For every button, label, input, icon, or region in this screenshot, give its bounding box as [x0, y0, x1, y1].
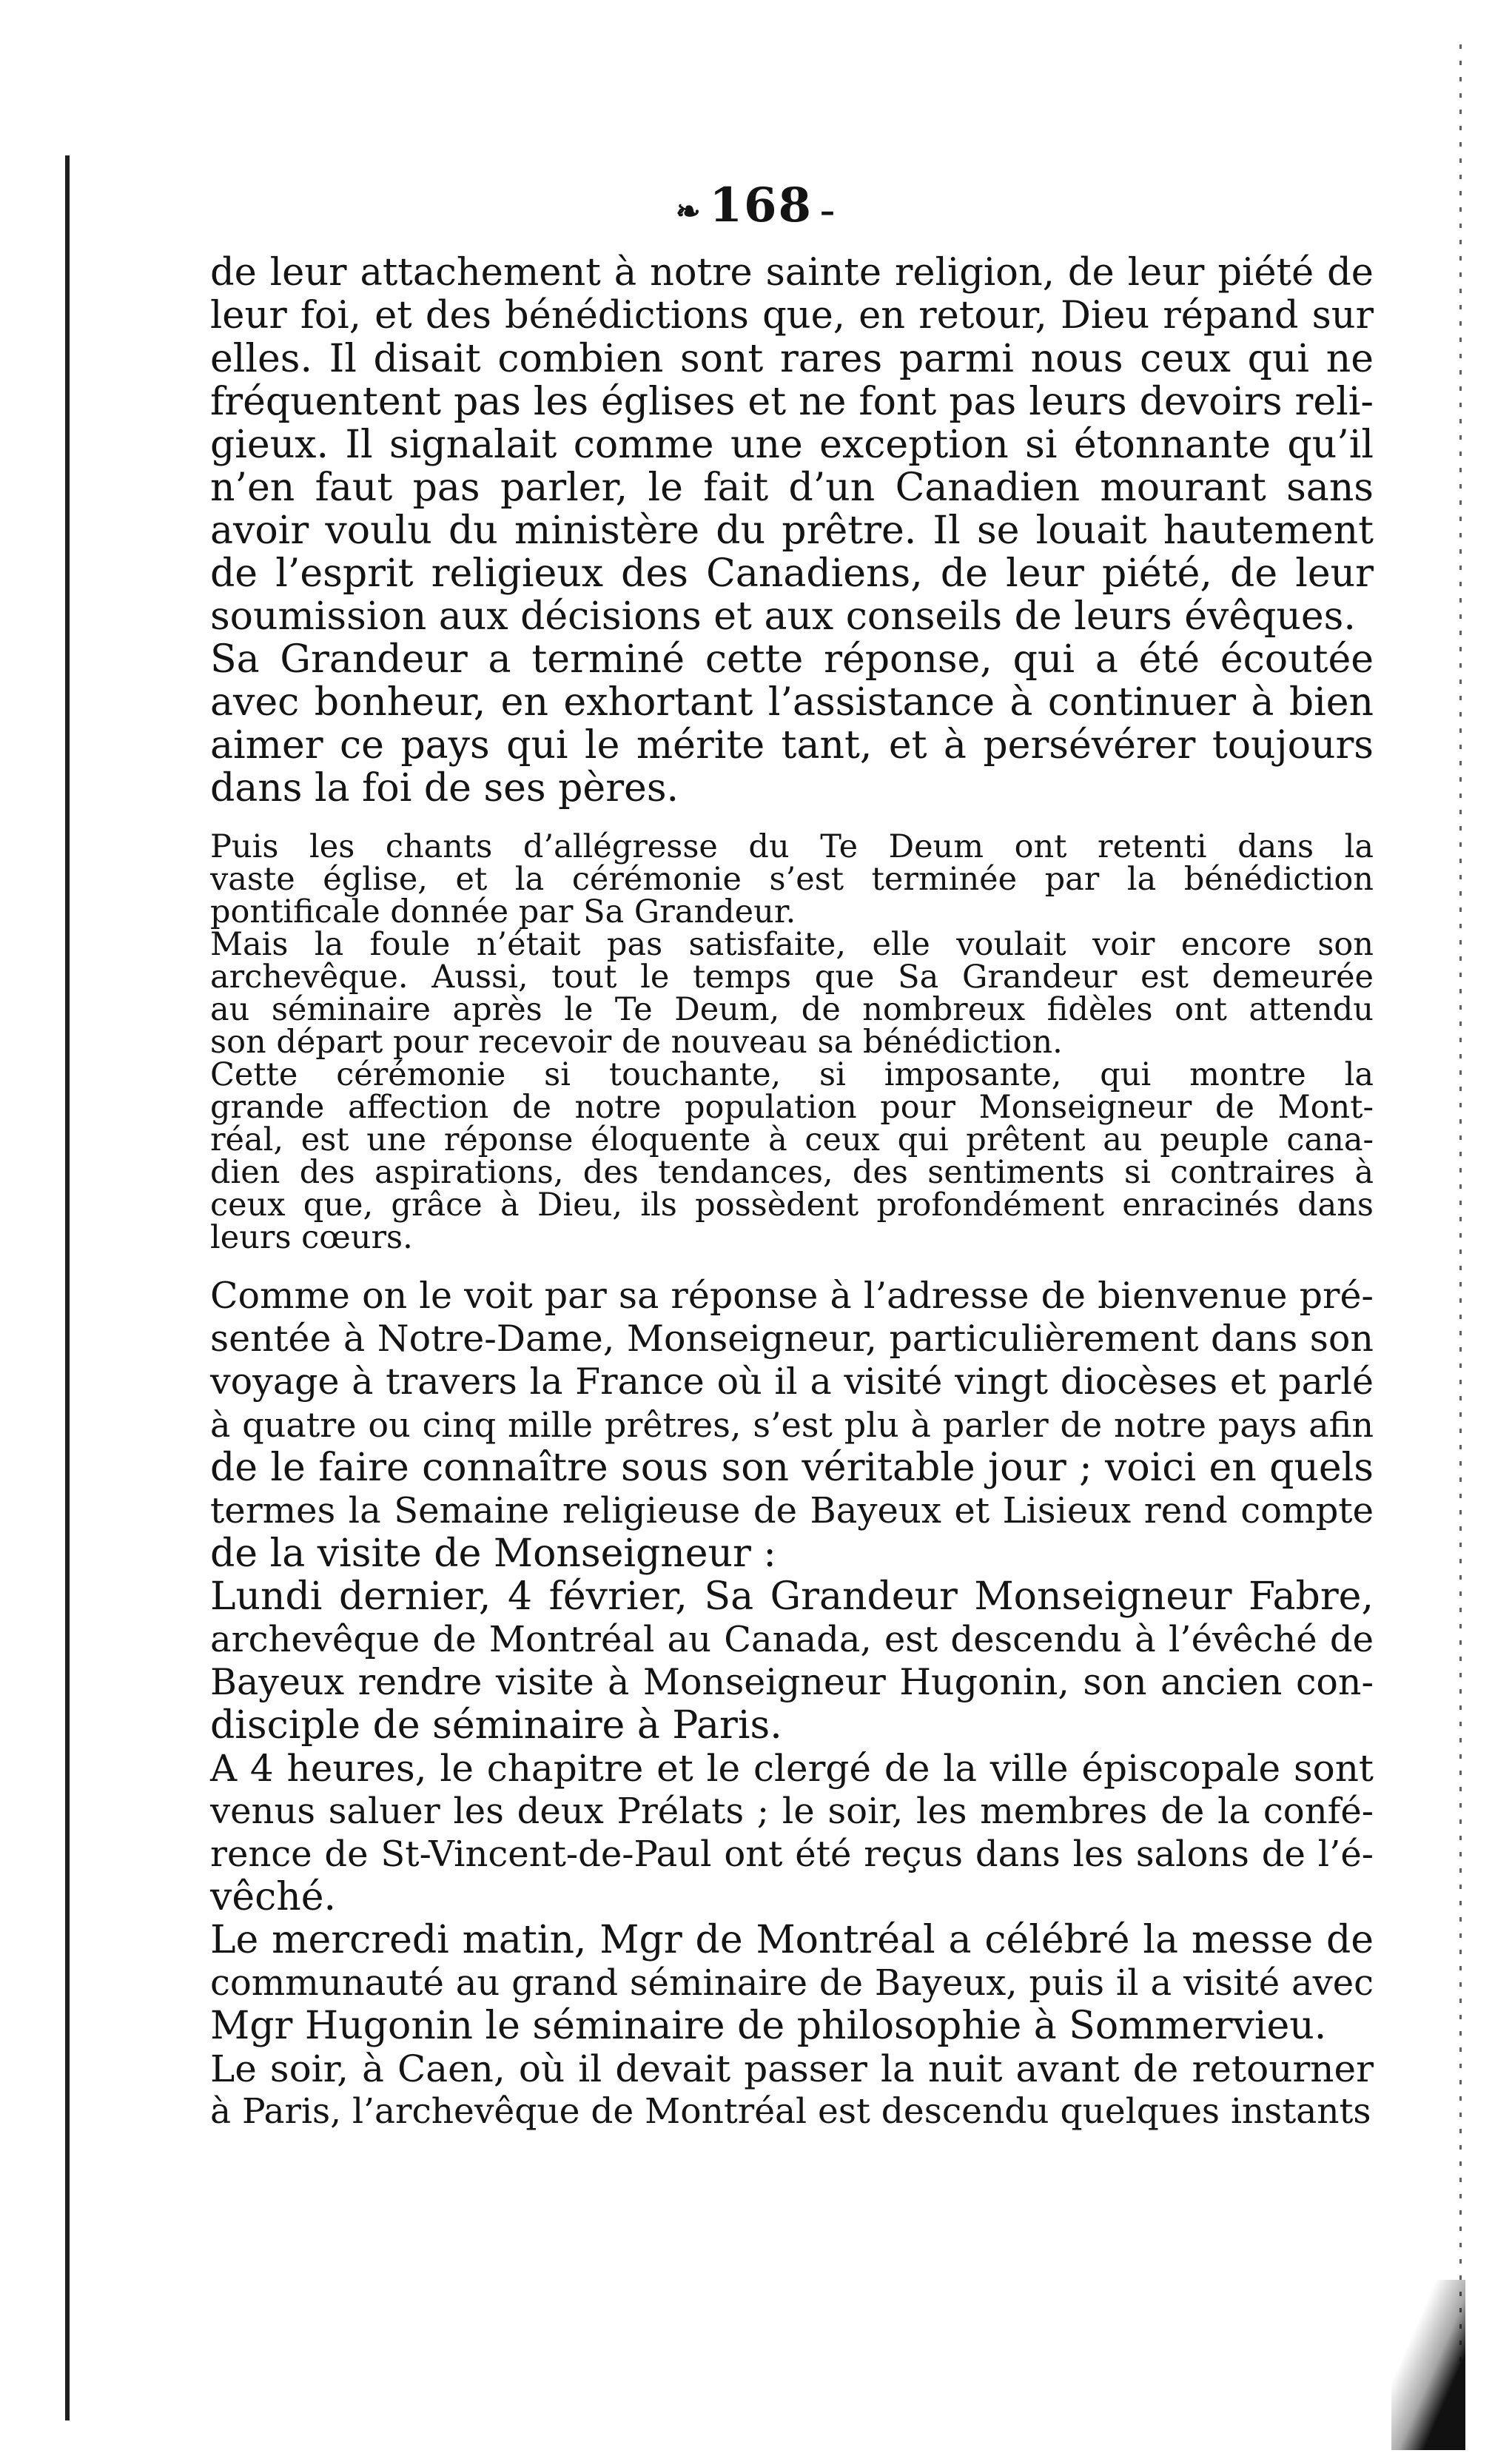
- page-number: [0, 178, 1512, 233]
- text-line: de la visite de Monseigneur :: [210, 1531, 776, 1576]
- text-line: leur foi, et des bénédictions que, en retour, Dieu répand sur: [210, 294, 1374, 338]
- text-line: rence de St-Vincent-de-Paul ont été reçus dans les salons de l’é-: [210, 1833, 1374, 1875]
- text-line: elles. Il disait combien sont rares parmi nous ceux qui ne: [210, 337, 1374, 381]
- text-line: Cette cérémonie si touchante, si imposante, qui montre la: [210, 1056, 1374, 1093]
- paragraph: [210, 2047, 1374, 2133]
- paragraph-gap: [210, 810, 1374, 831]
- text-line: vaste église, et la cérémonie s’est terminée par la bénédiction: [210, 861, 1374, 898]
- text-line: de le faire connaître sous son véritable jour ; voici en quels: [210, 1446, 1374, 1490]
- ornament-left-icon: ❧: [675, 194, 702, 229]
- body-text: [210, 252, 1374, 2133]
- text-line: de l’esprit religieux des Canadiens, de leur piété, de leur: [210, 551, 1374, 596]
- text-line: archevêque de Montréal au Canada, est descendu à l’évêché de: [210, 1619, 1374, 1660]
- text-line: Sa Grandeur a terminé cette réponse, qui a été écoutée: [210, 637, 1374, 682]
- text-line: de leur attachement à notre sainte religion, de leur piété de: [210, 251, 1374, 295]
- text-line: aimer ce pays qui le mérite tant, et à persévérer toujours: [210, 723, 1374, 768]
- text-line: Puis les chants d’allégresse du Te Deum ont retenti dans la: [210, 828, 1374, 865]
- text-line: avec bonheur, en exhortant l’assistance à continuer à bien: [210, 680, 1374, 725]
- paragraph: [210, 1575, 1374, 1747]
- corner-shadow: [1391, 2280, 1465, 2450]
- text-line: grande affection de notre population pour Monseigneur de Mont-: [210, 1089, 1374, 1126]
- text-line: Mais la foule n’était pas satisfaite, elle voulait voir encore son: [210, 926, 1374, 963]
- paragraph: [210, 926, 1374, 1061]
- text-line: son départ pour recevoir de nouveau sa bénédiction.: [210, 1024, 1063, 1061]
- text-line: gieux. Il signalait comme une exception si étonnante qu’il: [210, 423, 1374, 467]
- text-line: venus saluer les deux Prélats ; le soir, les membres de la confé-: [210, 1791, 1374, 1832]
- text-line: dans la foi de ses pères.: [210, 766, 679, 811]
- binding-edge: [65, 155, 70, 2420]
- paragraph: [210, 1058, 1374, 1254]
- text-line: réal, est une réponse éloquente à ceux qui prêtent au peuple cana-: [210, 1121, 1374, 1158]
- text-line: leurs cœurs.: [210, 1219, 413, 1256]
- text-line: au séminaire après le Te Deum, de nombreux fidèles ont attendu: [210, 991, 1374, 1028]
- page-edge: [1459, 44, 1462, 2435]
- ornament-right-icon: –: [820, 194, 837, 229]
- paragraph: [210, 1747, 1374, 1919]
- paragraph: [210, 638, 1374, 810]
- text-line: termes la Semaine religieuse de Bayeux et Lisieux rend compte: [210, 1490, 1374, 1531]
- text-line: à quatre ou cinq mille prêtres, s’est plu à parler de notre pays afin: [210, 1405, 1374, 1445]
- text-line: soumission aux décisions et aux conseils de leurs évêques.: [210, 594, 1356, 639]
- text-line: Lundi dernier, 4 février, Sa Grandeur Monseigneur Fabre,: [210, 1574, 1374, 1619]
- text-line: Le mercredi matin, Mgr de Montréal a célébré la messe de: [210, 1918, 1374, 1962]
- text-line: vêché.: [210, 1875, 337, 1919]
- text-line: disciple de séminaire à Paris.: [210, 1703, 782, 1748]
- text-line: Comme on le voit par sa réponse à l’adresse de bienvenue pré-: [210, 1275, 1374, 1317]
- text-line: Mgr Hugonin le séminaire de philosophie à Sommervieu.: [210, 2004, 1327, 2048]
- text-line: avoir voulu du ministère du prêtre. Il se louait hautement: [210, 509, 1374, 553]
- text-line: A 4 heures, le chapitre et le clergé de la ville épiscopale sont: [210, 1747, 1374, 1790]
- paragraph: [210, 252, 1374, 638]
- paragraph: [210, 1919, 1374, 2047]
- paragraph: [210, 1275, 1374, 1575]
- text-line: Bayeux rendre visite à Monseigneur Hugonin, son ancien con-: [210, 1661, 1374, 1703]
- text-line: communauté au grand séminaire de Bayeux, puis il a visité avec: [210, 1962, 1374, 2004]
- text-line: Le soir, à Caen, où il devait passer la nuit avant de retourner: [210, 2047, 1374, 2090]
- text-line: sentée à Notre-Dame, Monseigneur, particulièrement dans son: [210, 1318, 1374, 1360]
- text-line: à Paris, l’archevêque de Montréal est descendu quelques instants: [210, 2091, 1371, 2132]
- paragraph: [210, 828, 1374, 930]
- text-line: ceux que, grâce à Dieu, ils possèdent profondément enracinés dans: [210, 1187, 1374, 1224]
- text-line: voyage à travers la France où il a visité vingt diocèses et parlé: [210, 1360, 1374, 1403]
- text-line: archevêque. Aussi, tout le temps que Sa Grandeur est demeurée: [210, 959, 1374, 996]
- page-number-text: 168: [709, 178, 813, 233]
- text-line: n’en faut pas parler, le fait d’un Canadien mourant sans: [210, 466, 1374, 510]
- paragraph-gap: [210, 1254, 1374, 1275]
- text-line: dien des aspirations, des tendances, des sentiments si contraires à: [210, 1154, 1374, 1191]
- text-line: fréquentent pas les églises et ne font pas leurs devoirs reli-: [210, 380, 1374, 424]
- text-line: pontificale donnée par Sa Grandeur.: [210, 893, 796, 930]
